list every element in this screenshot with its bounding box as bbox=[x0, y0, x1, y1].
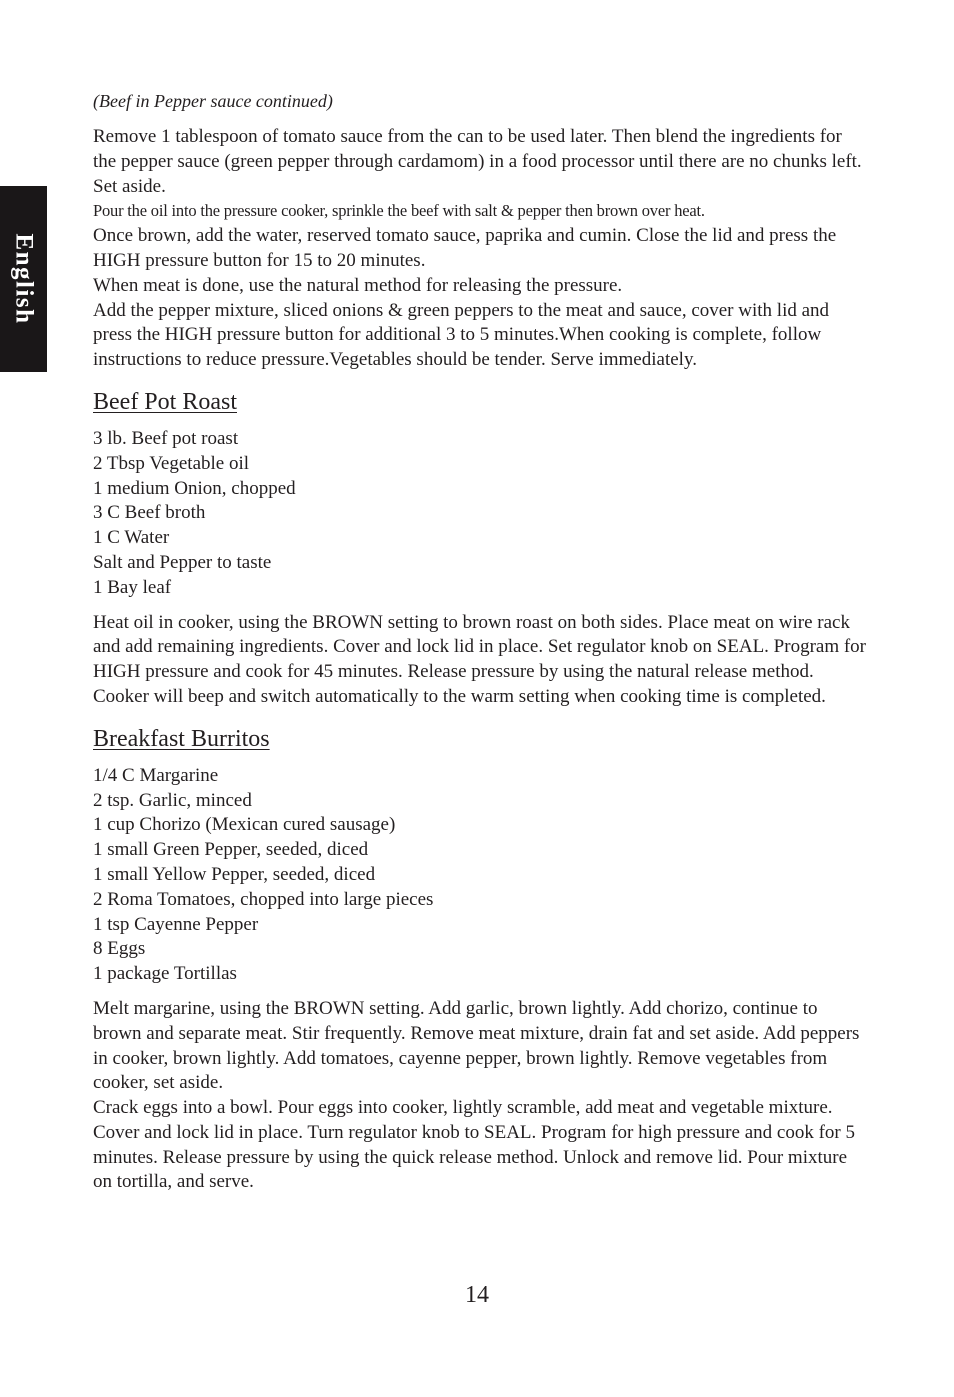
ingredient-item: 1 Bay leaf bbox=[93, 576, 172, 598]
intro-paragraph: Remove 1 tablespoon of tomato sauce from the can to be used later. Then blend the ingredients for the pepper sauce (green pepper through cardamom) in a food processor until there are no chunks left. Set aside. bbox=[93, 126, 862, 197]
page-content bbox=[93, 89, 868, 1195]
ingredient-item: 2 tsp. Garlic, minced bbox=[93, 789, 252, 811]
ingredient-item: 3 lb. Beef pot roast bbox=[93, 427, 239, 449]
language-tab-label: English bbox=[10, 233, 38, 325]
ingredient-item: 3 C Beef broth bbox=[93, 502, 206, 524]
recipe-directions: Crack eggs into a bowl. Pour eggs into cooker, lightly scramble, add meat and vegetable mixture. Cover and lock lid in place. Turn regulator knob to SEAL. Program for high pressure and cook for 5 minutes. Release pressure by using the quick release method. Unlock and remove lid. Pour mixture on tortilla, and serve. bbox=[93, 1097, 855, 1193]
recipe-title: Breakfast Burritos bbox=[93, 725, 270, 752]
intro-paragraph: Add the pepper mixture, sliced onions & green peppers to the meat and sauce, cover with lid and press the HIGH pressure button for additional 3 to 5 minutes.When cooking is complete, follow instructions to reduce pressure.Vegetables should be tender. Serve immediately. bbox=[93, 299, 830, 371]
ingredient-item: Salt and Pepper to taste bbox=[93, 551, 272, 573]
ingredient-item: 1 tsp Cayenne Pepper bbox=[93, 913, 259, 935]
ingredient-item: 1/4 C Margarine bbox=[93, 764, 219, 786]
ingredient-item: 1 C Water bbox=[93, 527, 170, 549]
intro-paragraph: Once brown, add the water, reserved tomato sauce, paprika and cumin. Close the lid and press the HIGH pressure button for 15 to 20 minutes. bbox=[93, 225, 837, 271]
recipe-title: Beef Pot Roast bbox=[93, 388, 237, 415]
recipe-directions: Melt margarine, using the BROWN setting. Add garlic, brown lightly. Add chorizo, continue to brown and separate meat. Stir frequently. Remove meat mixture, drain fat and set aside. Add peppers in cooker, brown lightly. Add tomatoes, cayenne pepper, brown lightly. Remove vegetables from cooker, set aside. bbox=[93, 997, 860, 1094]
language-tab bbox=[0, 186, 47, 372]
ingredient-item: 2 Tbsp Vegetable oil bbox=[93, 452, 250, 474]
ingredient-item: 1 package Tortillas bbox=[93, 963, 237, 985]
ingredient-item: 1 small Green Pepper, seeded, diced bbox=[93, 839, 369, 861]
intro-paragraph: Pour the oil into the pressure cooker, sprinkle the beef with salt & pepper then brown over heat. bbox=[93, 201, 705, 221]
recipe-breakfast-burritos bbox=[93, 724, 868, 1196]
ingredient-item: 8 Eggs bbox=[93, 938, 146, 960]
ingredient-item: 1 small Yellow Pepper, seeded, diced bbox=[93, 863, 376, 885]
intro-directions bbox=[93, 125, 868, 373]
page-number: 14 bbox=[465, 1282, 489, 1308]
continued-note: (Beef in Pepper sauce continued) bbox=[93, 91, 333, 111]
ingredient-list bbox=[93, 764, 868, 987]
ingredient-list bbox=[93, 427, 868, 601]
recipe-beef-pot-roast bbox=[93, 387, 868, 710]
ingredient-item: 1 medium Onion, chopped bbox=[93, 477, 296, 499]
recipe-directions: Heat oil in cooker, using the BROWN setting to brown roast on both sides. Place meat on wire rack and add remaining ingredients. Cover and lock lid in place. Set regulator knob on SEAL. Program for HIGH pressure and cook for 45 minutes. Release pressure by using the natural release method. Cooker will beep and switch automatically to the warm setting when cooking time is completed. bbox=[93, 611, 867, 707]
intro-paragraph: When meat is done, use the natural method for releasing the pressure. bbox=[93, 274, 623, 296]
ingredient-item: 1 cup Chorizo (Mexican cured sausage) bbox=[93, 814, 396, 836]
ingredient-item: 2 Roma Tomatoes, chopped into large pieces bbox=[93, 888, 434, 910]
